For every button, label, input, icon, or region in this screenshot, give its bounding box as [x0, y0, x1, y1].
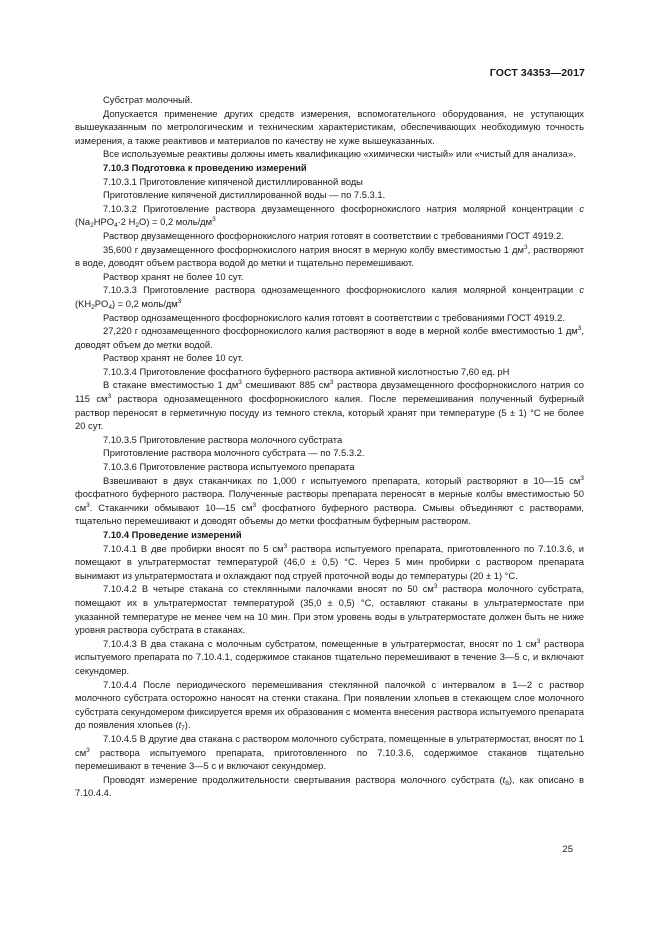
text-run: O) = 0,2 моль/дм — [139, 216, 213, 228]
superscript: 3 — [252, 501, 257, 509]
paragraph — [75, 270, 584, 284]
page-number: 25 — [562, 844, 573, 855]
text-run: Субстрат молочный. — [103, 94, 193, 105]
text-run: 7.10.4.4 После периодического перемешивания стеклянной палочкой с интервалом в 1—2 с раствор молочного субстрата осторожно наносят на стенки стакана. При появлении хлопьев в стекающем слое молочного субстрата секундомером фиксируется время их образования с момента внесения раствора испытуемого препарата до появления хлопьев ( — [75, 678, 584, 731]
text-run: PO — [94, 297, 109, 309]
text-run: В стакане вместимостью 1 дм — [103, 379, 239, 391]
paragraph — [75, 93, 584, 107]
superscript: 3 — [107, 393, 112, 401]
standard-header: ГОСТ 34353—2017 — [489, 67, 585, 79]
subscript: 4 — [114, 222, 118, 230]
paragraph — [75, 474, 584, 528]
text-run: 7.10.3.1 Приготовление кипяченой дистиллированной воды — [103, 175, 363, 187]
text-run: Раствор хранят не более 10 сут. — [103, 270, 244, 282]
text-run: фосфатного буферного раствора. Полученные растворы препарата переносят в мерные колбы вместимостью 50 см — [75, 488, 584, 513]
text-run: Приготовление кипяченой дистиллированной воды — по 7.5.3.1. — [103, 189, 386, 201]
paragraph — [75, 107, 584, 148]
text-run: 27,220 г однозамещенного фосфорнокислого калия растворяют в воде в мерной колбе вместимостью 1 дм — [103, 325, 578, 337]
text-run: , растворяют в воде, доводят объем раствора водой до метки и тщательно перемешивают. — [75, 243, 585, 269]
text-run: (KH — [75, 297, 92, 309]
text-run: Взвешивают в двух стаканчиках по 1,000 г испытуемого препарата, который растворяют в 10—15 см — [103, 474, 581, 486]
section-heading — [75, 161, 584, 175]
text-run: Проводят измерение продолжительности свертывания раствора молочного субстрата ( — [103, 773, 503, 785]
text-run: Все используемые реактивы должны иметь квалификацию «химически чистый» или «чистый для анализа». — [103, 148, 576, 160]
text-run: 7.10.3.3 Приготовление раствора однозамещенного фосфорнокислого калия молярной концентрации — [103, 284, 580, 296]
text-run: 7.10.3.5 Приготовление раствора молочного субстрата — [103, 433, 343, 445]
text-run: c — [579, 284, 584, 296]
text-run: 7.10.4.1 В две пробирки вносят по 5 см — [103, 542, 284, 554]
paragraph — [75, 188, 584, 202]
text-run: Раствор хранят не более 10 сут. — [103, 352, 244, 364]
text-run: раствора молочного субстрата, помещают их в ультратермостат температурой (35,0 ± 0,5) °С, оставляют стаканы в ультратермостате при указанной температуре не менее чем на 10 мин. При этом уровень воды в ультратермостате должен быть не ниже уровня раствора субстрата в стаканах. — [75, 583, 584, 636]
text-run: Допускается применение других средств измерения, вспомогательного оборудования, не уступающих вышеуказанным по метрологическим и техническим характеристикам, обеспечивающих необходимую точность измерения, а также реактивов и материалов по качеству не хуже вышеуказанных. — [75, 107, 584, 146]
text-run: фосфатного буферного раствора. Смывы объединяют с растворами, тщательно перемешивают и доводят объемы до метки фосфатным буферным раствором. — [75, 501, 584, 527]
text-run: c — [579, 202, 584, 214]
paragraph — [75, 147, 584, 161]
text-run: 7.10.3.4 Приготовление фосфатного буферного раствора активной кислотностью 7,60 ед. pH — [103, 365, 510, 377]
subscript: 2 — [90, 222, 94, 230]
text-run: 7.10.4.3 В два стакана с молочным субстратом, помещенные в ультратермостат, вносят по 1 см — [103, 637, 537, 649]
text-run: Приготовление раствора молочного субстрата — по 7.5.3.2. — [103, 447, 365, 459]
text-run: 7.10.4.2 В четыре стакана со стеклянными палочками вносят по 50 см — [103, 583, 434, 595]
text-run: . Стаканчики обмывают 10—15 см — [89, 501, 253, 513]
text-run: ) = 0,2 моль/дм — [111, 297, 178, 309]
paragraph — [75, 202, 584, 229]
text-run: раствора испытуемого препарата, приготовленного по 7.10.3.6, содержимое стаканов тщательно перемешивают в течение 3—5 с и включают секундомер. — [75, 746, 584, 772]
text-run: , доводят объем до метки водой. — [75, 325, 584, 350]
text-run: 7.10.3.6 Приготовление раствора испытуемого препарата — [103, 461, 355, 473]
paragraph — [75, 582, 584, 636]
text-run: Раствор двузамещенного фосфорнокислого натрия готовят в соответствии с требованиями ГОСТ 4919.2. — [103, 229, 564, 241]
subscript: 2 — [91, 303, 95, 311]
section-heading — [75, 528, 584, 542]
paragraph — [75, 243, 584, 270]
paragraph — [75, 311, 584, 325]
superscript: 3 — [577, 325, 582, 333]
paragraph — [75, 365, 584, 379]
paragraph — [75, 175, 584, 189]
text-run: раствора испытуемого препарата по 7.10.4.1, содержимое стаканов тщательно перемешивают в течение 3—5 с, и включают секундомер. — [75, 637, 584, 676]
superscript: 3 — [536, 637, 541, 645]
paragraph — [75, 460, 584, 474]
superscript: 3 — [580, 474, 584, 482]
superscript: 3 — [523, 243, 528, 251]
text-run: 7.10.4.5 В другие два стакана с раствором молочного субстрата, помещенные в ультратермостат, вносят по 1 см — [75, 732, 584, 758]
text-run: HPO — [93, 216, 115, 228]
subscript: 8 — [505, 779, 509, 787]
text-run: 7.10.3.2 Приготовление раствора двузамещенного фосфорнокислого натрия молярной концентрации — [103, 202, 580, 214]
text-run: раствора однозамещенного фосфорнокислого калия. После перемешивания полученный буферный раствор переносят в герметичную посуду из темного стекла, который хранят при температуре (5 ± 1) °С не более 20 сут. — [75, 393, 584, 432]
paragraph — [75, 324, 584, 351]
superscript: 3 — [283, 542, 288, 550]
subscript: 2 — [135, 222, 140, 230]
text-run: 35,600 г двузамещенного фосфорнокислого натрия вносят в мерную колбу вместимостью 1 дм — [103, 243, 524, 255]
paragraph — [75, 283, 584, 310]
paragraph — [75, 732, 584, 773]
text-run: ·2 H — [117, 216, 136, 228]
document-body — [75, 93, 584, 800]
paragraph — [75, 678, 584, 732]
text-run: ), как описано в 7.10.4.4. — [75, 773, 585, 799]
subscript: 4 — [108, 303, 112, 311]
superscript: 3 — [212, 216, 216, 224]
text-run: 7.10.3 Подготовка к проведению измерений — [103, 161, 307, 173]
superscript: 3 — [329, 379, 334, 387]
paragraph — [75, 637, 584, 678]
paragraph — [75, 229, 584, 243]
text-run: (Na — [75, 216, 91, 228]
paragraph — [75, 773, 584, 800]
superscript: 3 — [86, 746, 90, 754]
text-run: раствора двузамещенного фосфорнокислого натрия со 115 см — [75, 379, 584, 405]
paragraph — [75, 351, 584, 365]
paragraph — [75, 542, 584, 583]
paragraph — [75, 433, 584, 447]
paragraph — [75, 446, 584, 460]
text-run: раствора испытуемого препарата, приготовленного по 7.10.3.6, и помещают в ультратермостат температурой (46,0 ± 0,5) °С. Через 5 мин пробирки с раствором препарата вынимают из ультратермостата и охлаждают под струей проточной воды до температуры (20 ± 1) °С. — [75, 542, 584, 581]
superscript: 3 — [238, 379, 242, 387]
subscript: 7 — [181, 725, 185, 733]
text-run: Раствор однозамещенного фосфорнокислого калия готовят в соответствии с требованиями ГОСТ 4919.2. — [103, 311, 565, 323]
text-run: ). — [184, 719, 191, 731]
superscript: 3 — [86, 501, 90, 509]
text-run: t — [178, 719, 182, 731]
text-run: t — [502, 773, 506, 785]
superscript: 3 — [177, 297, 182, 305]
text-run: 7.10.4 Проведение измерений — [103, 529, 242, 540]
superscript: 3 — [433, 583, 438, 591]
text-run: смешивают 885 см — [241, 379, 330, 391]
paragraph — [75, 378, 584, 432]
